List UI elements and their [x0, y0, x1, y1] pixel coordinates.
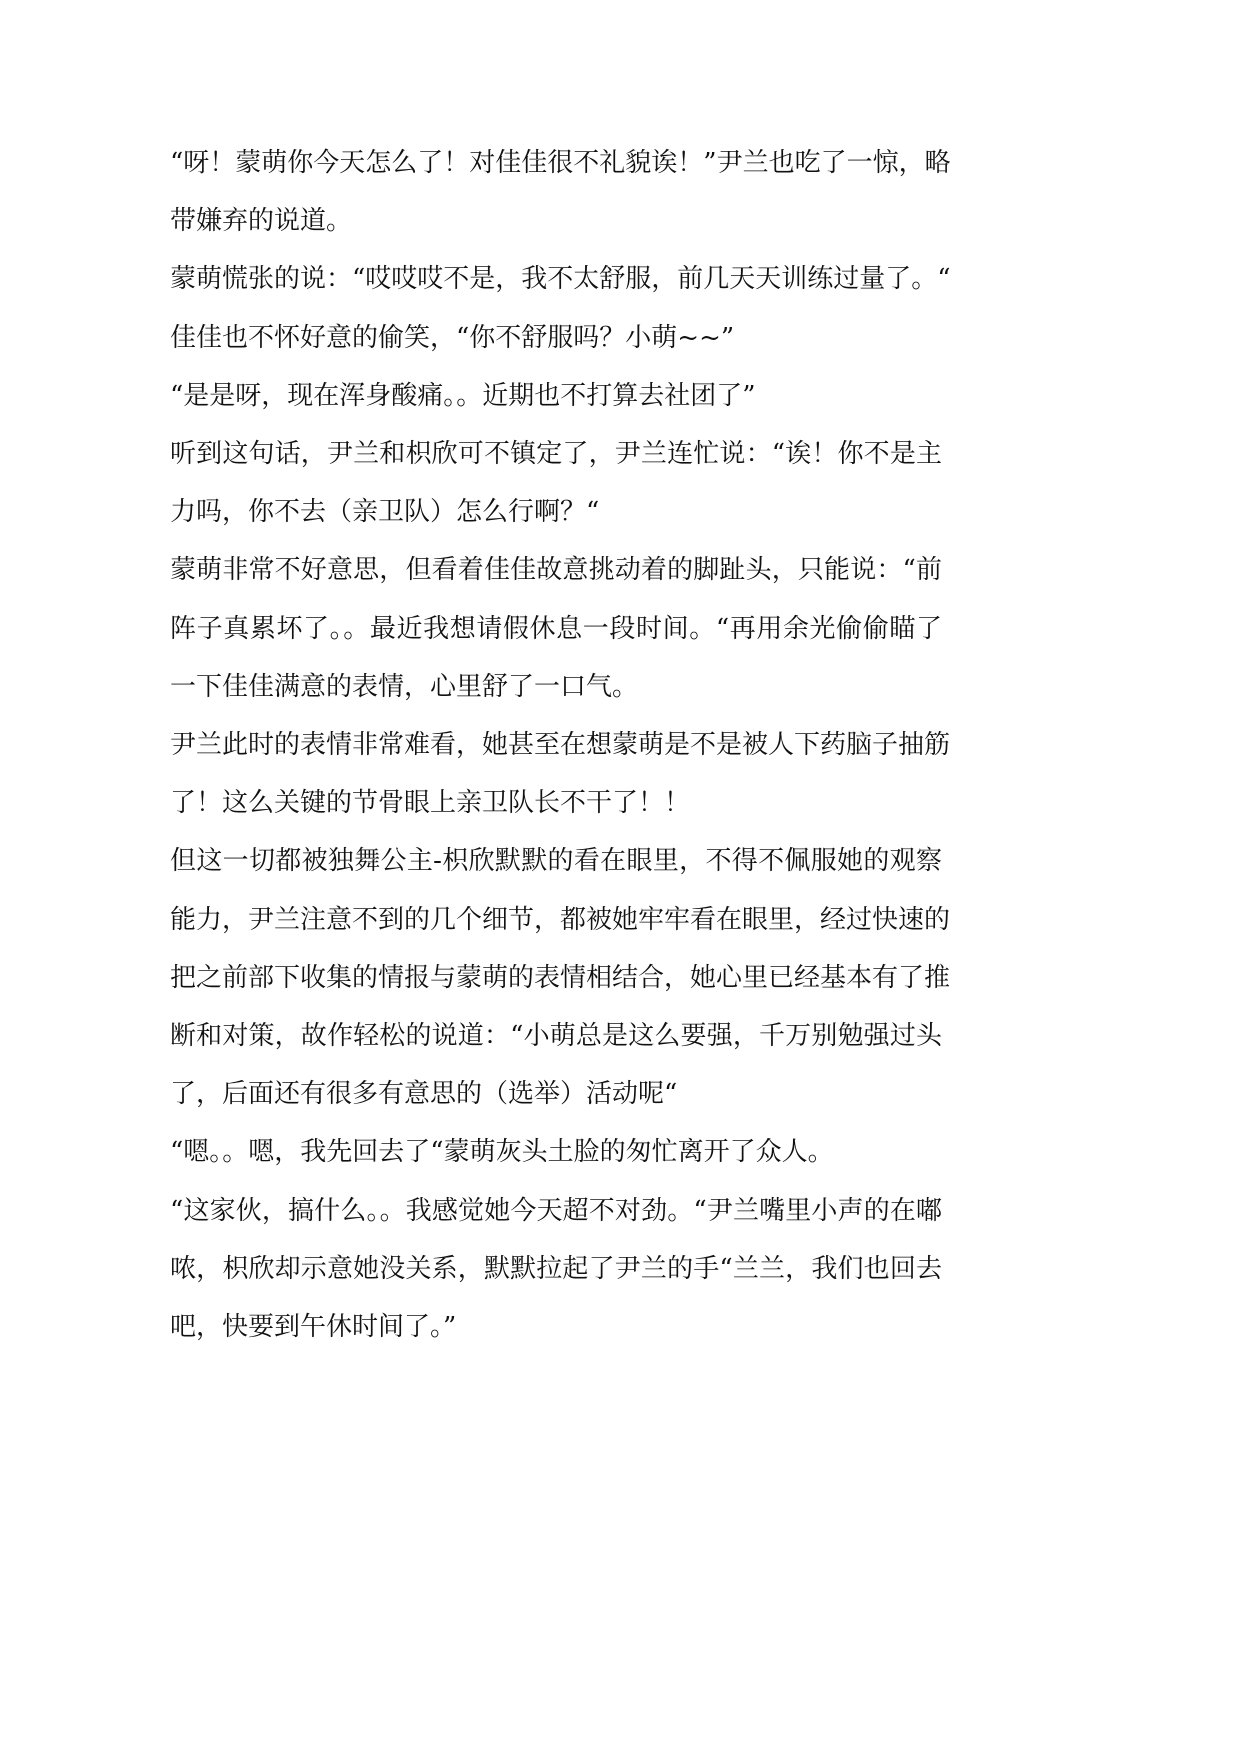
text-line: 阵子真累坏了。。最近我想请假休息一段时间。“再用余光偷偷瞄了: [170, 613, 942, 644]
text-line: 断和对策，故作轻松的说道：“小萌总是这么要强，千万别勉强过头: [170, 1021, 942, 1051]
text-line: 尹兰此时的表情非常难看，她甚至在想蒙萌是不是被人下药脑子抽筋: [170, 730, 951, 760]
text-line: 蒙萌慌张的说：“哎哎哎不是，我不太舒服，前几天天训练过量了。“: [170, 264, 951, 295]
text-line: 力吗，你不去（亲卫队）怎么行啊？“: [170, 497, 600, 528]
text-line: “呀！蒙萌你今天怎么了！对佳佳很不礼貌诶！”尹兰也吃了一惊，略: [170, 148, 951, 178]
text-line: 把之前部下收集的情报与蒙萌的表情相结合，她心里已经基本有了推: [170, 962, 951, 993]
text-line: “是是呀，现在浑身酸痛。。近期也不打算去社团了”: [170, 380, 756, 411]
text-line: 哝，枳欣却示意她没关系，默默拉起了尹兰的手“兰兰，我们也回去: [170, 1253, 942, 1284]
text-line: “嗯。。嗯，我先回去了“蒙萌灰头土脸的匆忙离开了众人。: [170, 1137, 834, 1168]
text-line: 但这一切都被独舞公主-枳欣默默的看在眼里，不得不佩服她的观察: [170, 846, 942, 877]
text-line: “这家伙，搞什么。。我感觉她今天超不对劲。“尹兰嘴里小声的在嘟: [170, 1195, 942, 1226]
text-line: 佳佳也不怀好意的偷笑，“你不舒服吗？小萌~~”: [170, 322, 735, 353]
text-line: 带嫌弃的说道。: [170, 206, 353, 237]
text-line: 吧，快要到午休时间了。”: [170, 1312, 457, 1342]
text-line: 听到这句话，尹兰和枳欣可不镇定了，尹兰连忙说：“诶！你不是主: [170, 439, 942, 469]
text-line: 一下佳佳满意的表情，心里舒了一口气。: [170, 671, 639, 702]
text-line: 能力，尹兰注意不到的几个细节，都被她牢牢看在眼里，经过快速的: [170, 904, 951, 935]
text-line: 了！这么关键的节骨眼上亲卫队长不干了！！: [170, 788, 691, 819]
text-line: 了，后面还有很多有意思的（选举）活动呢“: [170, 1079, 678, 1110]
text-line: 蒙萌非常不好意思，但看着佳佳故意挑动着的脚趾头，只能说：“前: [170, 555, 942, 586]
